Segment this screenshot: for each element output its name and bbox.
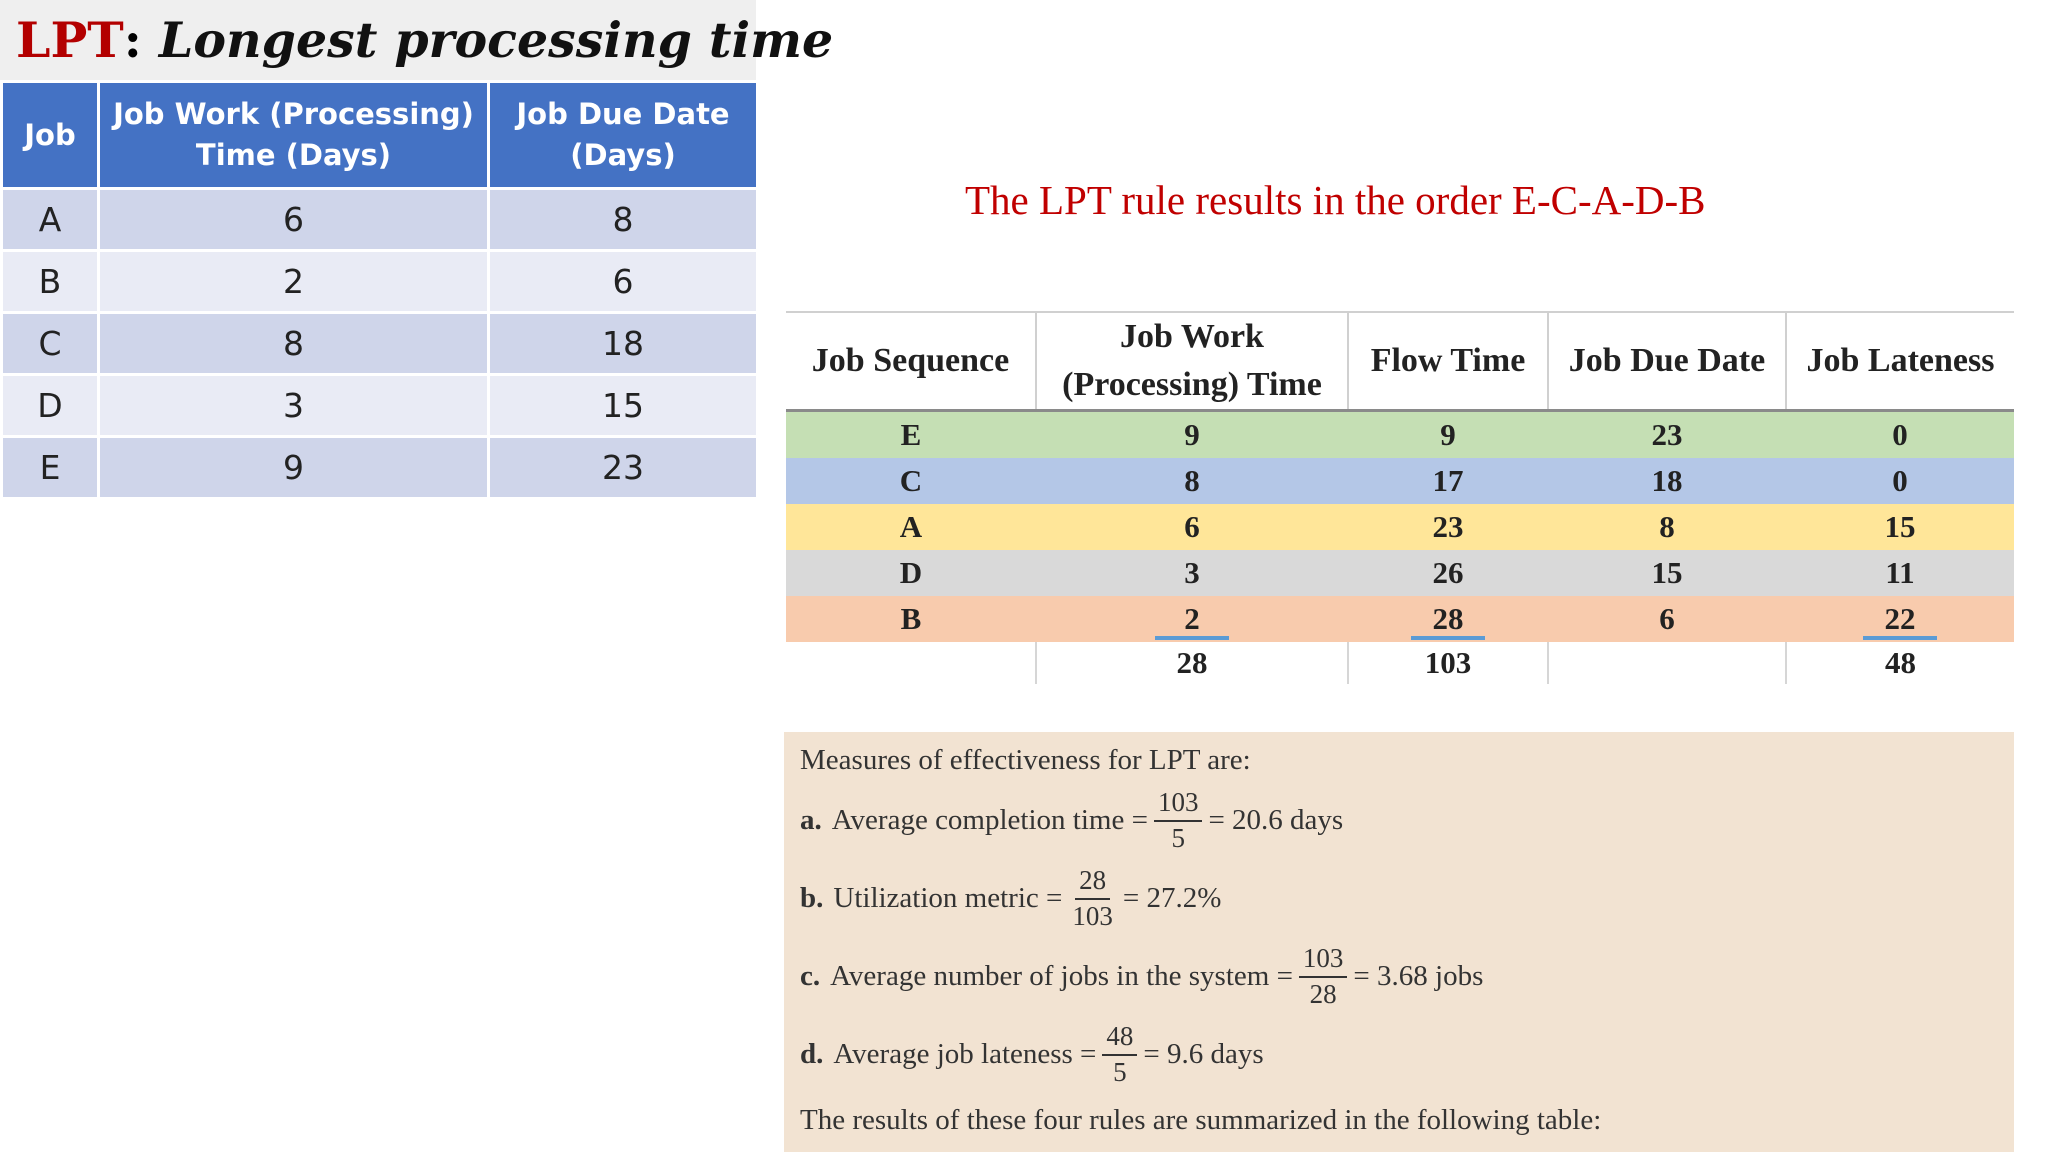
due-date-cell: 8 — [489, 189, 758, 251]
measure-fraction — [1102, 1022, 1137, 1087]
job-cell: D — [2, 375, 99, 437]
measure-label: d. — [800, 1038, 824, 1071]
fraction-numerator: 48 — [1102, 1022, 1137, 1056]
measure-result: = 3.68 jobs — [1353, 960, 1484, 993]
measure-text: Average number of jobs in the system = — [830, 960, 1293, 993]
flow-time-cell: 23 — [1348, 504, 1548, 550]
table-row — [2, 375, 758, 437]
lpt-sequence-table — [786, 311, 2014, 684]
processing-time-cell: 6 — [1036, 504, 1348, 550]
total-flow-time: 103 — [1348, 642, 1548, 684]
processing-time-cell: 8 — [99, 313, 489, 375]
table-row — [2, 313, 758, 375]
lateness-cell: 0 — [1786, 411, 2014, 459]
sequence-table-header-row — [786, 312, 2014, 411]
sequence-job-cell: A — [786, 504, 1036, 550]
underlined-value: 28 — [1432, 601, 1464, 636]
measures-box — [784, 732, 2014, 1152]
due-date-cell: 23 — [1548, 411, 1786, 459]
fraction-denominator: 103 — [1072, 900, 1113, 931]
measure-text: Average completion time = — [831, 804, 1148, 837]
fraction-denominator: 28 — [1309, 978, 1337, 1009]
measures-footer: The results of these four rules are summarized in the following table: — [800, 1104, 1602, 1136]
sequence-job-cell: C — [786, 458, 1036, 504]
job-input-table — [0, 80, 759, 500]
job-cell: E — [2, 437, 99, 499]
input-table-header-row — [2, 82, 758, 189]
measure-fraction — [1154, 788, 1203, 853]
lateness-cell: 15 — [1786, 504, 2014, 550]
table-row — [786, 550, 2014, 596]
underlined-value: 22 — [1884, 601, 1916, 636]
processing-time-last-value: 2 — [1184, 601, 1200, 636]
due-date-cell: 6 — [1548, 596, 1786, 642]
due-date-cell: 15 — [1548, 550, 1786, 596]
job-cell: C — [2, 313, 99, 375]
flow-time-cell: 17 — [1348, 458, 1548, 504]
total-empty-cell — [786, 642, 1036, 684]
header-lateness: Job Lateness — [1786, 312, 2014, 411]
measure-fraction — [1068, 866, 1117, 931]
processing-time-cell: 9 — [99, 437, 489, 499]
table-row — [2, 189, 758, 251]
measure-label: c. — [800, 960, 821, 993]
processing-time-cell — [1036, 596, 1348, 642]
lateness-cell: 11 — [1786, 550, 2014, 596]
processing-time-cell: 8 — [1036, 458, 1348, 504]
sequence-job-cell: E — [786, 411, 1036, 459]
sequence-job-cell: D — [786, 550, 1036, 596]
header-due-date: Job Due Date — [1548, 312, 1786, 411]
processing-time-cell: 2 — [99, 251, 489, 313]
table-row — [786, 411, 2014, 459]
table-row — [786, 596, 2014, 642]
title-abbreviation: LPT — [16, 11, 124, 69]
processing-time-cell: 6 — [99, 189, 489, 251]
due-date-cell: 6 — [489, 251, 758, 313]
total-due-date-empty — [1548, 642, 1786, 684]
processing-time-cell: 3 — [1036, 550, 1348, 596]
fraction-numerator: 103 — [1154, 788, 1203, 822]
title-colon: : — [123, 11, 142, 69]
measure-result: = 9.6 days — [1143, 1038, 1264, 1071]
job-cell: A — [2, 189, 99, 251]
header-processing-time: Job Work (Processing) Time (Days) — [99, 82, 489, 189]
due-date-cell: 18 — [1548, 458, 1786, 504]
header-processing-time: Job Work (Processing) Time — [1036, 312, 1348, 411]
measure-label: b. — [800, 882, 824, 915]
fraction-numerator: 28 — [1075, 866, 1110, 900]
measure-label: a. — [800, 804, 822, 837]
flow-time-cell — [1348, 596, 1548, 642]
job-cell: B — [2, 251, 99, 313]
totals-row — [786, 642, 2014, 684]
table-row — [2, 251, 758, 313]
measure-text: Average job lateness = — [833, 1038, 1097, 1071]
measure-result: = 20.6 days — [1208, 804, 1344, 837]
header-due-date: Job Due Date (Days) — [489, 82, 758, 189]
processing-time-cell: 3 — [99, 375, 489, 437]
page-title — [0, 0, 834, 80]
measures-heading: Measures of effectiveness for LPT are: — [800, 744, 1251, 776]
processing-time-cell: 9 — [1036, 411, 1348, 459]
fraction-denominator: 5 — [1113, 1056, 1127, 1087]
table-row — [786, 504, 2014, 550]
flow-time-cell: 26 — [1348, 550, 1548, 596]
measure-item — [800, 866, 1221, 931]
measure-result: = 27.2% — [1122, 882, 1222, 915]
lpt-order-statement: The LPT rule results in the order E-C-A-D-B — [965, 177, 1706, 223]
flow-time-cell: 9 — [1348, 411, 1548, 459]
fraction-denominator: 5 — [1171, 822, 1185, 853]
due-date-cell: 18 — [489, 313, 758, 375]
measure-item — [800, 944, 1483, 1009]
measure-item — [800, 1022, 1264, 1087]
total-lateness: 48 — [1786, 642, 2014, 684]
due-date-cell: 23 — [489, 437, 758, 499]
measure-fraction — [1299, 944, 1348, 1009]
fraction-numerator: 103 — [1299, 944, 1348, 978]
sequence-job-cell: B — [786, 596, 1036, 642]
total-processing-time: 28 — [1036, 642, 1348, 684]
header-job: Job — [2, 82, 99, 189]
due-date-cell: 15 — [489, 375, 758, 437]
lateness-cell — [1786, 596, 2014, 642]
header-job-sequence: Job Sequence — [786, 312, 1036, 411]
title-full-name: Longest processing time — [158, 11, 834, 69]
measure-item — [800, 788, 1343, 853]
table-row — [786, 458, 2014, 504]
lateness-cell: 0 — [1786, 458, 2014, 504]
measure-text: Utilization metric = — [833, 882, 1063, 915]
due-date-cell: 8 — [1548, 504, 1786, 550]
table-row — [2, 437, 758, 499]
header-flow-time: Flow Time — [1348, 312, 1548, 411]
